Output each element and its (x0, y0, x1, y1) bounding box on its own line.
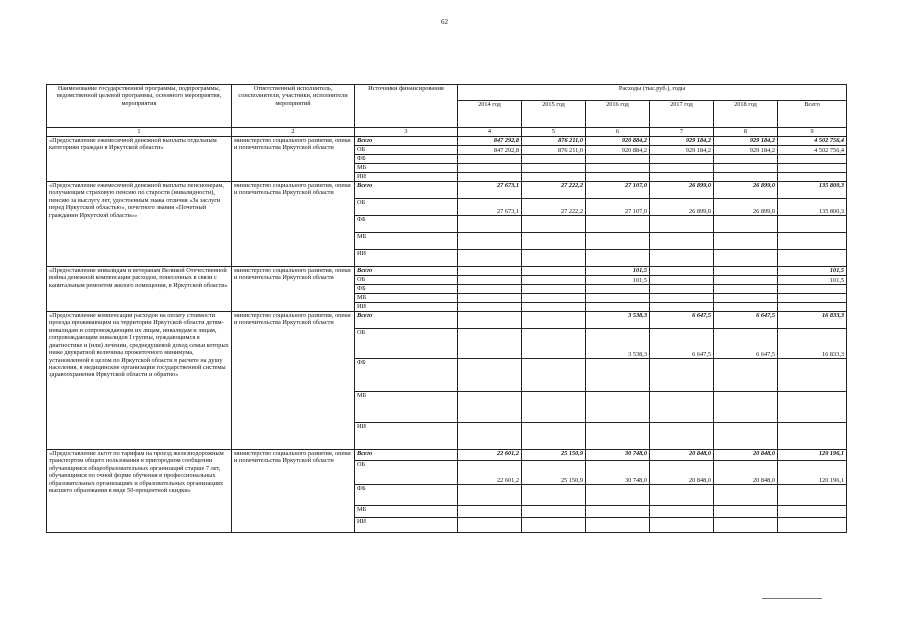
funding-source: МБ (355, 233, 458, 250)
amount-cell (650, 267, 714, 276)
amount-cell (522, 423, 586, 450)
amount-cell (714, 233, 778, 250)
amount-cell: 20 848,0 (650, 461, 714, 485)
amount-cell (522, 506, 586, 518)
amount-cell (458, 485, 522, 506)
header-year: 2016 год (586, 101, 650, 128)
amount-cell (650, 285, 714, 294)
amount-cell (458, 506, 522, 518)
amount-cell: 27 107,0 (586, 199, 650, 216)
funding-source: ИИ (355, 173, 458, 182)
amount-cell (586, 518, 650, 533)
amount-cell (586, 303, 650, 312)
amount-cell (778, 359, 847, 392)
amount-cell (778, 423, 847, 450)
col-number: 2 (232, 128, 355, 137)
amount-cell (778, 294, 847, 303)
amount-cell: 6 647,5 (714, 329, 778, 359)
funding-source: Всего (355, 312, 458, 329)
amount-cell (458, 518, 522, 533)
funding-source: МБ (355, 506, 458, 518)
amount-cell: 876 211,0 (522, 146, 586, 155)
amount-cell: 27 673,1 (458, 199, 522, 216)
amount-cell (650, 294, 714, 303)
table-row (47, 450, 847, 461)
amount-cell: 3 538,3 (586, 312, 650, 329)
amount-cell: 929 184,2 (714, 146, 778, 155)
table-row (47, 312, 847, 329)
amount-cell (586, 164, 650, 173)
amount-cell (778, 285, 847, 294)
amount-cell (522, 173, 586, 182)
funding-source: ФБ (355, 285, 458, 294)
amount-cell (778, 506, 847, 518)
amount-cell (586, 506, 650, 518)
amount-cell: 847 292,8 (458, 146, 522, 155)
amount-cell (650, 359, 714, 392)
margin-stroke (762, 598, 822, 599)
measure-name: «Предоставление ежемесячной денежной выплаты отдельным категориям граждан в Иркутской области» (47, 137, 232, 182)
header-year: 2015 год (522, 101, 586, 128)
col-number: 8 (714, 128, 778, 137)
amount-cell (586, 392, 650, 423)
amount-cell (650, 518, 714, 533)
table-row (47, 267, 847, 276)
amount-cell (586, 359, 650, 392)
amount-cell (714, 485, 778, 506)
col-number: 4 (458, 128, 522, 137)
amount-cell: 25 150,9 (522, 461, 586, 485)
funding-source: ИИ (355, 250, 458, 267)
amount-cell (458, 155, 522, 164)
measure-executor: министерство социального развития, опеки и попечительства Иркутской области (232, 182, 355, 267)
amount-cell: 4 502 756,4 (778, 137, 847, 146)
amount-cell (714, 267, 778, 276)
amount-cell: 135 800,3 (778, 182, 847, 199)
amount-cell (714, 173, 778, 182)
amount-cell (522, 485, 586, 506)
funding-source: ФБ (355, 359, 458, 392)
header-source: Источники финансирования (355, 85, 458, 128)
amount-cell: 26 899,0 (650, 182, 714, 199)
amount-cell (458, 250, 522, 267)
amount-cell (714, 294, 778, 303)
amount-cell: 929 184,2 (650, 137, 714, 146)
amount-cell (522, 303, 586, 312)
measure-name: «Предоставление инвалидам и ветеранам Великой Отечественной войны денежной компенсации расходов, понесенных в связи с капитальным ремонтом жилого помещения, в Иркутской области» (47, 267, 232, 312)
amount-cell (522, 518, 586, 533)
col-number: 1 (47, 128, 232, 137)
amount-cell (522, 155, 586, 164)
funding-source: МБ (355, 294, 458, 303)
measure-executor: министерство социального развития, опеки и попечительства Иркутской области (232, 267, 355, 312)
amount-cell (458, 329, 522, 359)
amount-cell: 4 502 756,4 (778, 146, 847, 155)
amount-cell: 20 848,0 (714, 461, 778, 485)
amount-cell (650, 276, 714, 285)
measure-name: «Предоставление льгот по тарифам на проезд железнодорожным транспортом общего пользования в пригородном сообщении обучающимся общеобразовательных организаций старше 7 лет, обучающимся по очной форме обучения в профессиональных образовательных организациях и образовательных организациях высшего образования в виде 50-процентной скидки» (47, 450, 232, 533)
amount-cell (714, 303, 778, 312)
amount-cell (650, 392, 714, 423)
header-name: Наименование государственной программы, подпрограммы, ведомственной целевой программы, основного мероприятия, мероприятия (47, 85, 232, 128)
table-row (47, 137, 847, 146)
amount-cell (714, 155, 778, 164)
col-number: 6 (586, 128, 650, 137)
amount-cell (714, 250, 778, 267)
amount-cell: 25 150,9 (522, 450, 586, 461)
amount-cell: 26 899,0 (714, 199, 778, 216)
amount-cell (458, 303, 522, 312)
amount-cell (586, 216, 650, 233)
amount-cell: 929 184,2 (650, 146, 714, 155)
amount-cell (458, 392, 522, 423)
amount-cell (714, 216, 778, 233)
funding-source: Всего (355, 182, 458, 199)
header-executor: Ответственный исполнитель, соисполнители, участники, исполнители мероприятий (232, 85, 355, 128)
amount-cell (458, 267, 522, 276)
funding-source: ОБ (355, 199, 458, 216)
amount-cell (714, 392, 778, 423)
funding-source: ИИ (355, 423, 458, 450)
page-number: 62 (441, 18, 448, 26)
amount-cell (586, 285, 650, 294)
amount-cell (586, 294, 650, 303)
amount-cell (522, 392, 586, 423)
header-year: 2017 год (650, 101, 714, 128)
amount-cell (458, 276, 522, 285)
amount-cell (778, 392, 847, 423)
amount-cell (650, 233, 714, 250)
amount-cell: 3 538,3 (586, 329, 650, 359)
amount-cell (586, 233, 650, 250)
amount-cell (650, 423, 714, 450)
amount-cell: 101,5 (778, 267, 847, 276)
col-number: 3 (355, 128, 458, 137)
amount-cell: 27 107,0 (586, 182, 650, 199)
amount-cell (458, 164, 522, 173)
amount-cell (522, 276, 586, 285)
amount-cell (650, 173, 714, 182)
amount-cell (458, 312, 522, 329)
amount-cell: 876 211,0 (522, 137, 586, 146)
amount-cell: 27 222,2 (522, 182, 586, 199)
amount-cell (714, 518, 778, 533)
amount-cell (650, 250, 714, 267)
amount-cell (586, 485, 650, 506)
amount-cell (458, 216, 522, 233)
amount-cell (778, 485, 847, 506)
amount-cell (586, 173, 650, 182)
amount-cell (458, 233, 522, 250)
amount-cell (714, 423, 778, 450)
funding-source: ОБ (355, 329, 458, 359)
amount-cell (458, 294, 522, 303)
amount-cell (714, 359, 778, 392)
amount-cell: 920 884,2 (586, 146, 650, 155)
amount-cell (458, 285, 522, 294)
amount-cell (522, 164, 586, 173)
amount-cell (522, 294, 586, 303)
amount-cell: 16 833,3 (778, 329, 847, 359)
amount-cell (522, 250, 586, 267)
amount-cell (586, 155, 650, 164)
amount-cell: 920 884,2 (586, 137, 650, 146)
amount-cell: 22 601,2 (458, 450, 522, 461)
amount-cell (714, 506, 778, 518)
amount-cell (522, 285, 586, 294)
col-number: 5 (522, 128, 586, 137)
amount-cell (650, 216, 714, 233)
amount-cell: 120 196,1 (778, 450, 847, 461)
amount-cell (522, 267, 586, 276)
amount-cell (458, 359, 522, 392)
amount-cell: 27 222,2 (522, 199, 586, 216)
amount-cell: 101,5 (586, 276, 650, 285)
amount-cell: 135 800,3 (778, 199, 847, 216)
funding-source: ФБ (355, 485, 458, 506)
amount-cell: 6 647,5 (650, 312, 714, 329)
amount-cell: 26 899,0 (714, 182, 778, 199)
amount-cell (650, 303, 714, 312)
amount-cell (458, 173, 522, 182)
amount-cell (522, 216, 586, 233)
amount-cell (778, 233, 847, 250)
amount-cell (586, 423, 650, 450)
amount-cell: 101,5 (586, 267, 650, 276)
amount-cell (650, 506, 714, 518)
amount-cell: 6 647,5 (714, 312, 778, 329)
amount-cell: 22 601,2 (458, 461, 522, 485)
funding-source: МБ (355, 164, 458, 173)
funding-source: МБ (355, 392, 458, 423)
amount-cell (778, 164, 847, 173)
col-number: 9 (778, 128, 847, 137)
amount-cell (714, 276, 778, 285)
funding-source: Всего (355, 450, 458, 461)
amount-cell: 847 292,8 (458, 137, 522, 146)
header-expenses: Расходы (тыс.руб.), годы (458, 85, 847, 101)
amount-cell: 27 673,1 (458, 182, 522, 199)
amount-cell (650, 164, 714, 173)
funding-source: ИИ (355, 303, 458, 312)
amount-cell: 30 748,0 (586, 450, 650, 461)
amount-cell (650, 155, 714, 164)
amount-cell: 30 748,0 (586, 461, 650, 485)
amount-cell: 20 848,0 (714, 450, 778, 461)
amount-cell (522, 329, 586, 359)
measure-executor: министерство социального развития, опеки и попечительства Иркутской области (232, 312, 355, 450)
measure-executor: министерство социального развития, опеки и попечительства Иркутской области (232, 137, 355, 182)
header-year: 2014 год (458, 101, 522, 128)
amount-cell (778, 155, 847, 164)
funding-source: ИИ (355, 518, 458, 533)
funding-source: Всего (355, 267, 458, 276)
amount-cell: 26 899,0 (650, 199, 714, 216)
amount-cell: 20 848,0 (650, 450, 714, 461)
funding-source: ОБ (355, 146, 458, 155)
amount-cell (778, 216, 847, 233)
col-number: 7 (650, 128, 714, 137)
amount-cell (778, 250, 847, 267)
measure-executor: министерство социального развития, опеки и попечительства Иркутской области (232, 450, 355, 533)
amount-cell: 6 647,5 (650, 329, 714, 359)
header-year: 2018 год (714, 101, 778, 128)
amount-cell (778, 173, 847, 182)
amount-cell (650, 485, 714, 506)
funding-source: ОБ (355, 276, 458, 285)
amount-cell: 101,5 (778, 276, 847, 285)
amount-cell (714, 164, 778, 173)
amount-cell (522, 233, 586, 250)
funding-source: ФБ (355, 155, 458, 164)
funding-source: ОБ (355, 461, 458, 485)
amount-cell (778, 303, 847, 312)
header-total: Всего (778, 101, 847, 128)
funding-source: Всего (355, 137, 458, 146)
amount-cell: 929 184,2 (714, 137, 778, 146)
amount-cell (586, 250, 650, 267)
table-row (47, 182, 847, 199)
amount-cell (458, 423, 522, 450)
funding-source: ФБ (355, 216, 458, 233)
measure-name: «Предоставление компенсации расходов на оплату стоимости проезда проживающим на территории Иркутской области детям-инвалидам и сопровождающим их лицам, инвалидам и лицам, сопровождающим инвалидов I группы, нуждающимся в диагностике и (или) лечении, среднедушевой доход семьи которых ниже двукратной величины прожиточного минимума, установленной в целом по Иркутской области в расчете на душу населения, в медицинские организации государственной системы здравоохранения Иркутской области и обратно» (47, 312, 232, 450)
amount-cell (522, 312, 586, 329)
program-financing-table (46, 84, 847, 533)
amount-cell: 120 196,1 (778, 461, 847, 485)
amount-cell: 16 833,3 (778, 312, 847, 329)
measure-name: «Предоставление ежемесячной денежной выплаты пенсионерам, получающим страховую пенсию по старости (инвалидности), пенсию за выслугу лет, удостоенным знака отличия «За заслуги перед Иркутской областью», почетного звания «Почетный гражданин Иркутской области»» (47, 182, 232, 267)
amount-cell (714, 285, 778, 294)
amount-cell (778, 518, 847, 533)
amount-cell (522, 359, 586, 392)
